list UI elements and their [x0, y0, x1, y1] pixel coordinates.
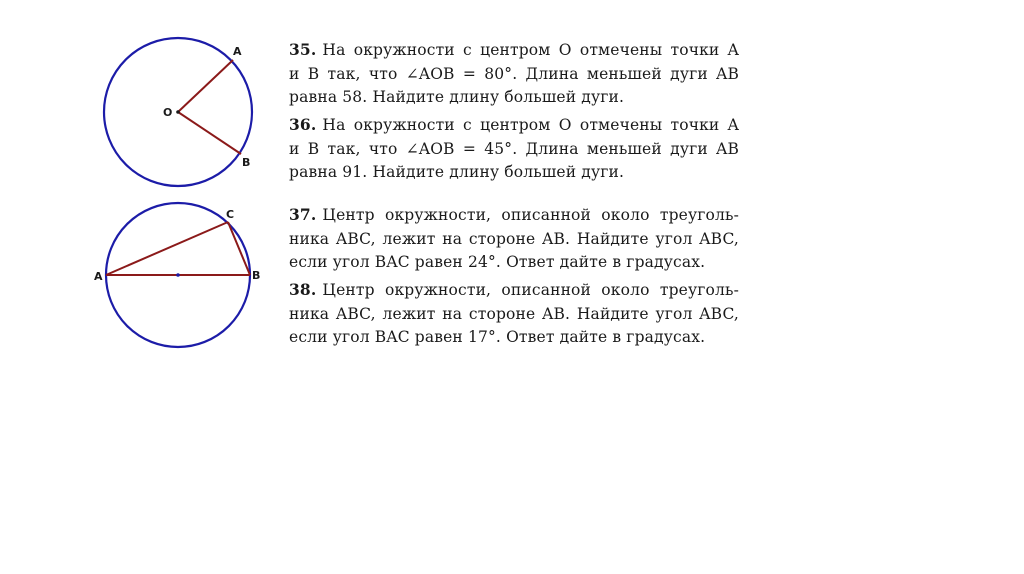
problem-line: равна 91. Найдите длину большей дуги. [289, 163, 625, 181]
problem-line: ника ABC, лежит на стороне AB. Найдите угол ABC, [289, 304, 739, 323]
problem-line: если угол BAC равен 17°. Ответ дайте в градусах. [289, 328, 706, 346]
problem-36 [289, 113, 739, 185]
label-o: O [163, 106, 173, 119]
label-c2: C [226, 208, 235, 221]
figure-central-angle [0, 0, 290, 200]
problem-line: если угол BAC равен 24°. Ответ дайте в градусах. [289, 253, 706, 271]
figure-inscribed-triangle [0, 200, 290, 400]
problem-line: равна 58. Найдите длину большей дуги. [289, 88, 625, 106]
label-b: B [242, 156, 251, 169]
radius-oa [178, 60, 233, 112]
problem-line: 36. На окружности с центром О отмечены точки A [289, 115, 739, 134]
radius-ob [178, 112, 241, 154]
problem-number: 36. [289, 115, 317, 134]
problem-line: и B так, что ∠AOB = 80°. Длина меньшей дуги AB [289, 64, 739, 83]
problem-number: 37. [289, 205, 317, 224]
side-ac [106, 222, 228, 275]
side-cb [228, 222, 250, 275]
problem-number: 38. [289, 280, 317, 299]
label-a: A [233, 45, 242, 58]
label-a2: A [94, 270, 103, 283]
problem-line: ника ABC, лежит на стороне AB. Найдите угол ABC, [289, 229, 739, 248]
problem-line: 37. Центр окружности, описанной около треуголь- [289, 205, 739, 224]
label-b2: B [252, 269, 261, 282]
problem-37 [289, 203, 739, 275]
problem-line: 38. Центр окружности, описанной около треуголь- [289, 280, 739, 299]
center-point-2 [176, 273, 180, 277]
problem-line: и B так, что ∠AOB = 45°. Длина меньшей дуги AB [289, 139, 739, 158]
problem-number: 35. [289, 40, 317, 59]
problem-38 [289, 278, 739, 350]
problem-line: 35. На окружности с центром О отмечены точки A [289, 40, 739, 59]
problem-35 [289, 38, 739, 110]
center-point [176, 110, 180, 114]
